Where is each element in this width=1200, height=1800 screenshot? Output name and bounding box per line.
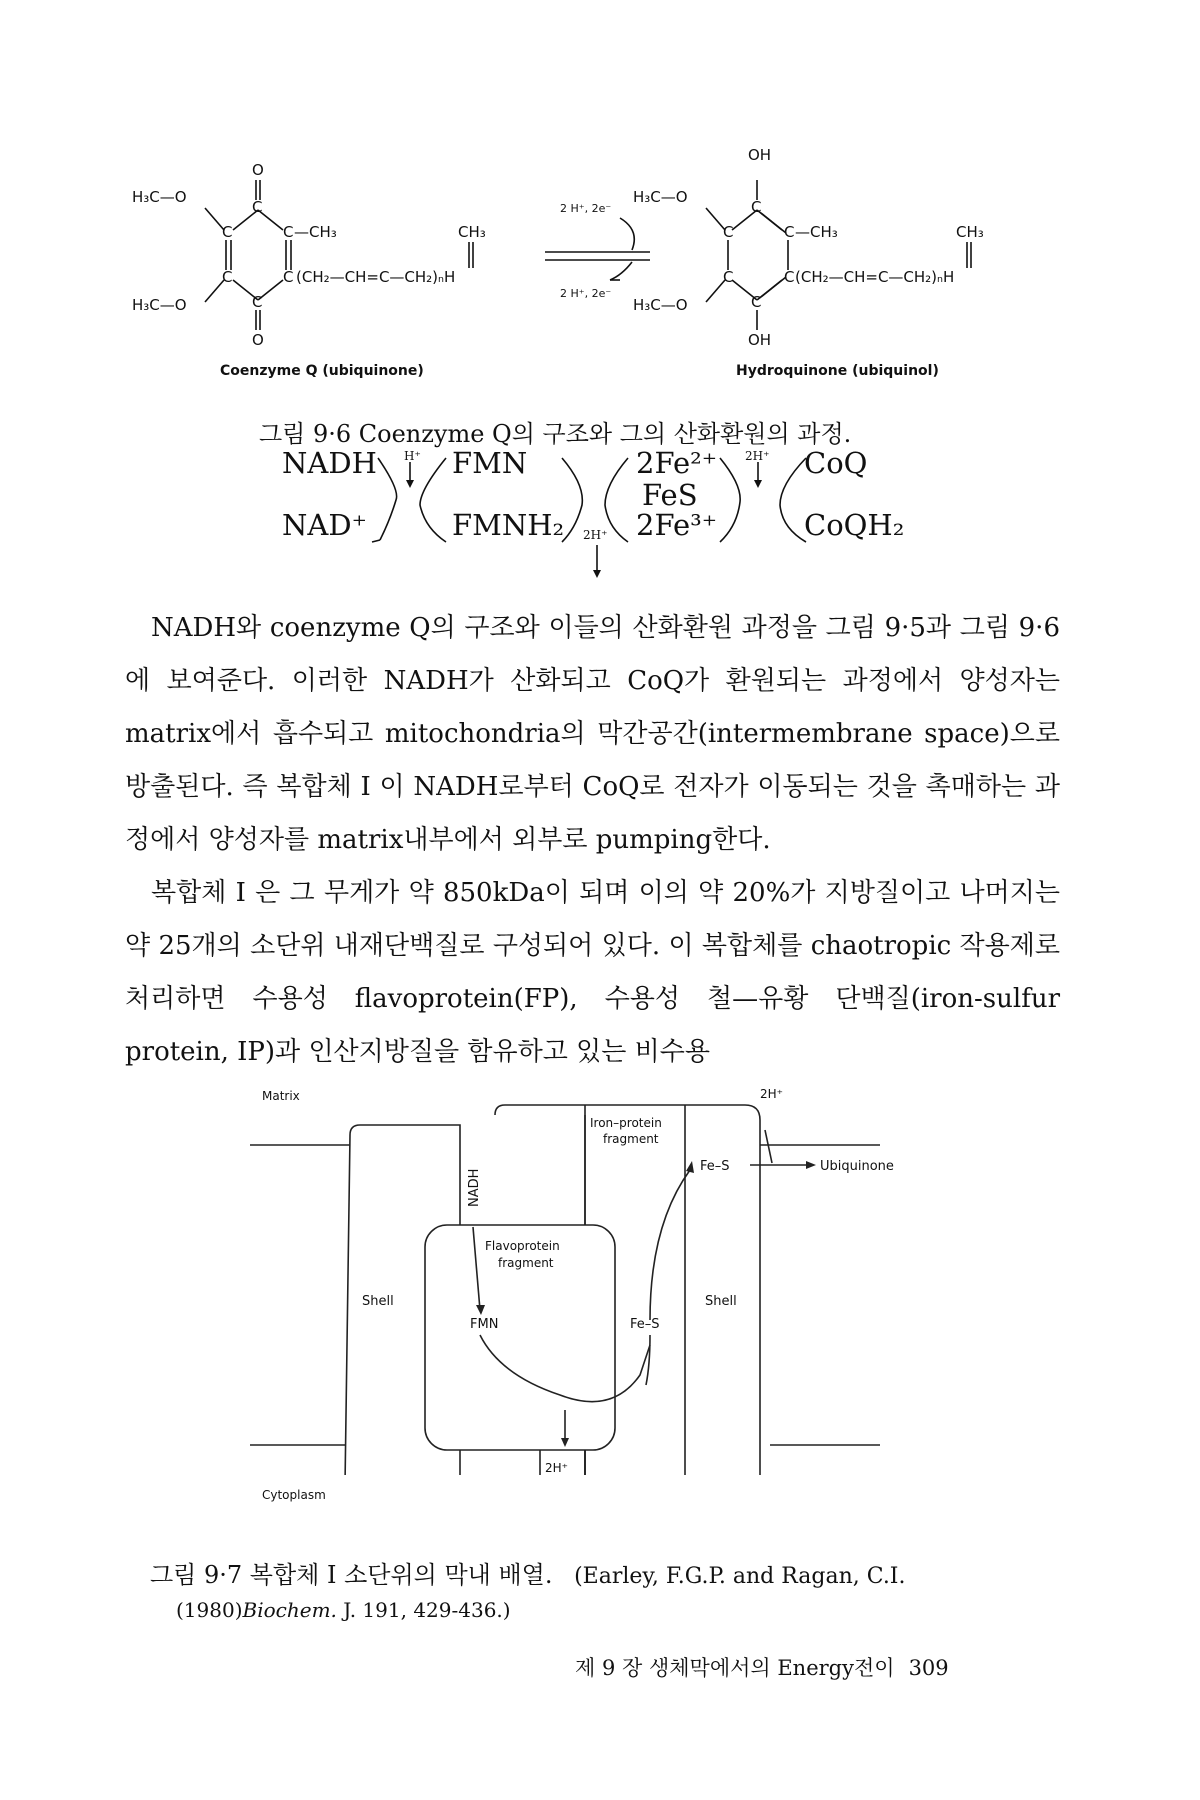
- citation-volume: J. 191, 429-436.): [343, 1598, 511, 1622]
- coq-ring-atom: C: [283, 268, 294, 286]
- page-footer: [575, 1652, 949, 1682]
- shell-left-label: Shell: [362, 1294, 394, 1309]
- seq-nadh: NADH: [282, 446, 377, 480]
- body-text: [125, 602, 1060, 1079]
- flavoprotein-label-1: Flavoprotein: [485, 1239, 560, 1253]
- cytoplasm-label: Cytoplasm: [262, 1488, 326, 1502]
- figure-9-7-citation: (Earley, F.G.P. and Ragan, C.I.: [574, 1564, 906, 1589]
- ubiquinol-side-methyl: CH₃: [956, 223, 984, 241]
- seq-2h-bottom: 2H⁺: [583, 528, 608, 542]
- coq-side-methyl: CH₃: [458, 223, 486, 241]
- coq-top-oxygen: O: [252, 161, 264, 179]
- ubiquinol-ring-atom: C: [751, 198, 762, 216]
- figure-9-7-citation-line: [176, 1598, 1056, 1622]
- citation-journal: Biochem.: [242, 1598, 337, 1622]
- coq-methoxy-top: H₃C—O: [132, 188, 187, 206]
- coq-ring-atom: C: [222, 223, 233, 241]
- seq-fes: FeS: [642, 478, 698, 512]
- citation-year: (1980): [176, 1598, 243, 1622]
- coq-name: Coenzyme Q (ubiquinone): [220, 363, 424, 379]
- ubiquinol-top-oh: OH: [748, 146, 772, 164]
- seq-coq: CoQ: [804, 446, 868, 480]
- coq-side-chain: (CH₂—CH=C—CH₂)ₙH: [296, 268, 456, 286]
- figure-9-7-caption: [150, 1555, 906, 1590]
- shell-right-label: Shell: [705, 1294, 737, 1309]
- ubiquinol-methoxy-bottom: H₃C—O: [633, 296, 688, 314]
- fmn-label: FMN: [470, 1317, 499, 1332]
- figure-9-7-diagram: [0, 1075, 1200, 1475]
- seq-nad: NAD⁺: [282, 508, 367, 542]
- seq-h-plus: H⁺: [404, 449, 421, 463]
- top-2h-label: 2H⁺: [760, 1087, 783, 1101]
- ubiquinol-methyl: —CH₃: [795, 223, 838, 241]
- ubiquinol-methoxy-top: H₃C—O: [633, 188, 688, 206]
- coq-bottom-oxygen: O: [252, 331, 264, 349]
- reaction-top-label: 2 H⁺, 2e⁻: [560, 202, 612, 215]
- coq-ring-atom: C: [252, 293, 263, 311]
- ubiquinol-ring-atom: C: [723, 268, 734, 286]
- fes-inner-label: Fe–S: [630, 1317, 660, 1332]
- ubiquinol-ring-atom: C: [751, 293, 762, 311]
- fes-top-label: Fe–S: [700, 1159, 730, 1174]
- ubiquinone-label: Ubiquinone: [820, 1159, 894, 1174]
- iron-protein-label-1: Iron–protein: [590, 1116, 662, 1130]
- ubiquinol-bottom-oh: OH: [748, 331, 772, 349]
- seq-fe3: 2Fe³⁺: [636, 508, 718, 542]
- figure-9-7-caption-text: 그림 9·7 복합체 I 소단위의 막내 배열.: [150, 1561, 553, 1589]
- ubiquinol-name: Hydroquinone (ubiquinol): [736, 363, 939, 379]
- seq-2h-right: 2H⁺: [745, 449, 770, 463]
- coq-methoxy-bottom: H₃C—O: [132, 296, 187, 314]
- page-number: 309: [908, 1656, 949, 1680]
- coq-methyl: —CH₃: [294, 223, 337, 241]
- reaction-bottom-label: 2 H⁺, 2e⁻: [560, 287, 612, 300]
- seq-fmn: FMN: [452, 446, 528, 480]
- coq-ring-atom: C: [252, 198, 263, 216]
- ubiquinol-side-chain: (CH₂—CH=C—CH₂)ₙH: [795, 268, 955, 286]
- ubiquinol-ring-atom: C: [784, 223, 795, 241]
- coq-ring-atom: C: [283, 223, 294, 241]
- seq-fmnh2: FMNH₂: [452, 508, 565, 542]
- coq-ring-atom: C: [222, 268, 233, 286]
- body-paragraph-2: 복합체 I 은 그 무게가 약 850kDa이 되며 이의 약 20%가 지방질이고 나머지는 약 25개의 소단위 내재단백질로 구성되어 있다. 이 복합체를 chaotropic 작용제로 처리하면 수용성 flavoprotein(FP), 수용성 철—유황 단백질(iron-sulfur protein, IP)과 인산지방질을 함유하고 있는 비수용: [125, 878, 1060, 1067]
- seq-coqh2: CoQH₂: [804, 508, 905, 542]
- ubiquinol-ring-atom: C: [723, 223, 734, 241]
- nadh-vertical-label: NADH: [467, 1168, 482, 1207]
- matrix-label: Matrix: [262, 1089, 300, 1103]
- iron-protein-label-2: fragment: [603, 1132, 659, 1146]
- figure-9-6-caption: 그림 9·6 Coenzyme Q의 구조와 그의 산화환원의 과정.: [259, 420, 852, 448]
- chapter-title: 제 9 장 생체막에서의 Energy전이: [575, 1656, 895, 1680]
- ubiquinol-ring-atom: C: [784, 268, 795, 286]
- seq-fe2: 2Fe²⁺: [636, 446, 718, 480]
- electron-transfer-sequence: [0, 430, 1200, 590]
- body-paragraph-1: NADH와 coenzyme Q의 구조와 이들의 산화환원 과정을 그림 9·5과 그림 9·6에 보여준다. 이러한 NADH가 산화되고 CoQ가 환원되는 과정에서 양성자는 matrix에서 흡수되고 mitochondria의 막간공간(intermembrane space)으로 방출된다. 즉 복합체 I 이 NADH로부터 CoQ로 전자가 이동되는 것을 촉매하는 과정에서 양성자를 matrix내부에서 외부로 pumping한다.: [125, 613, 1060, 855]
- bottom-2h-label: 2H⁺: [545, 1461, 568, 1475]
- flavoprotein-label-2: fragment: [498, 1256, 554, 1270]
